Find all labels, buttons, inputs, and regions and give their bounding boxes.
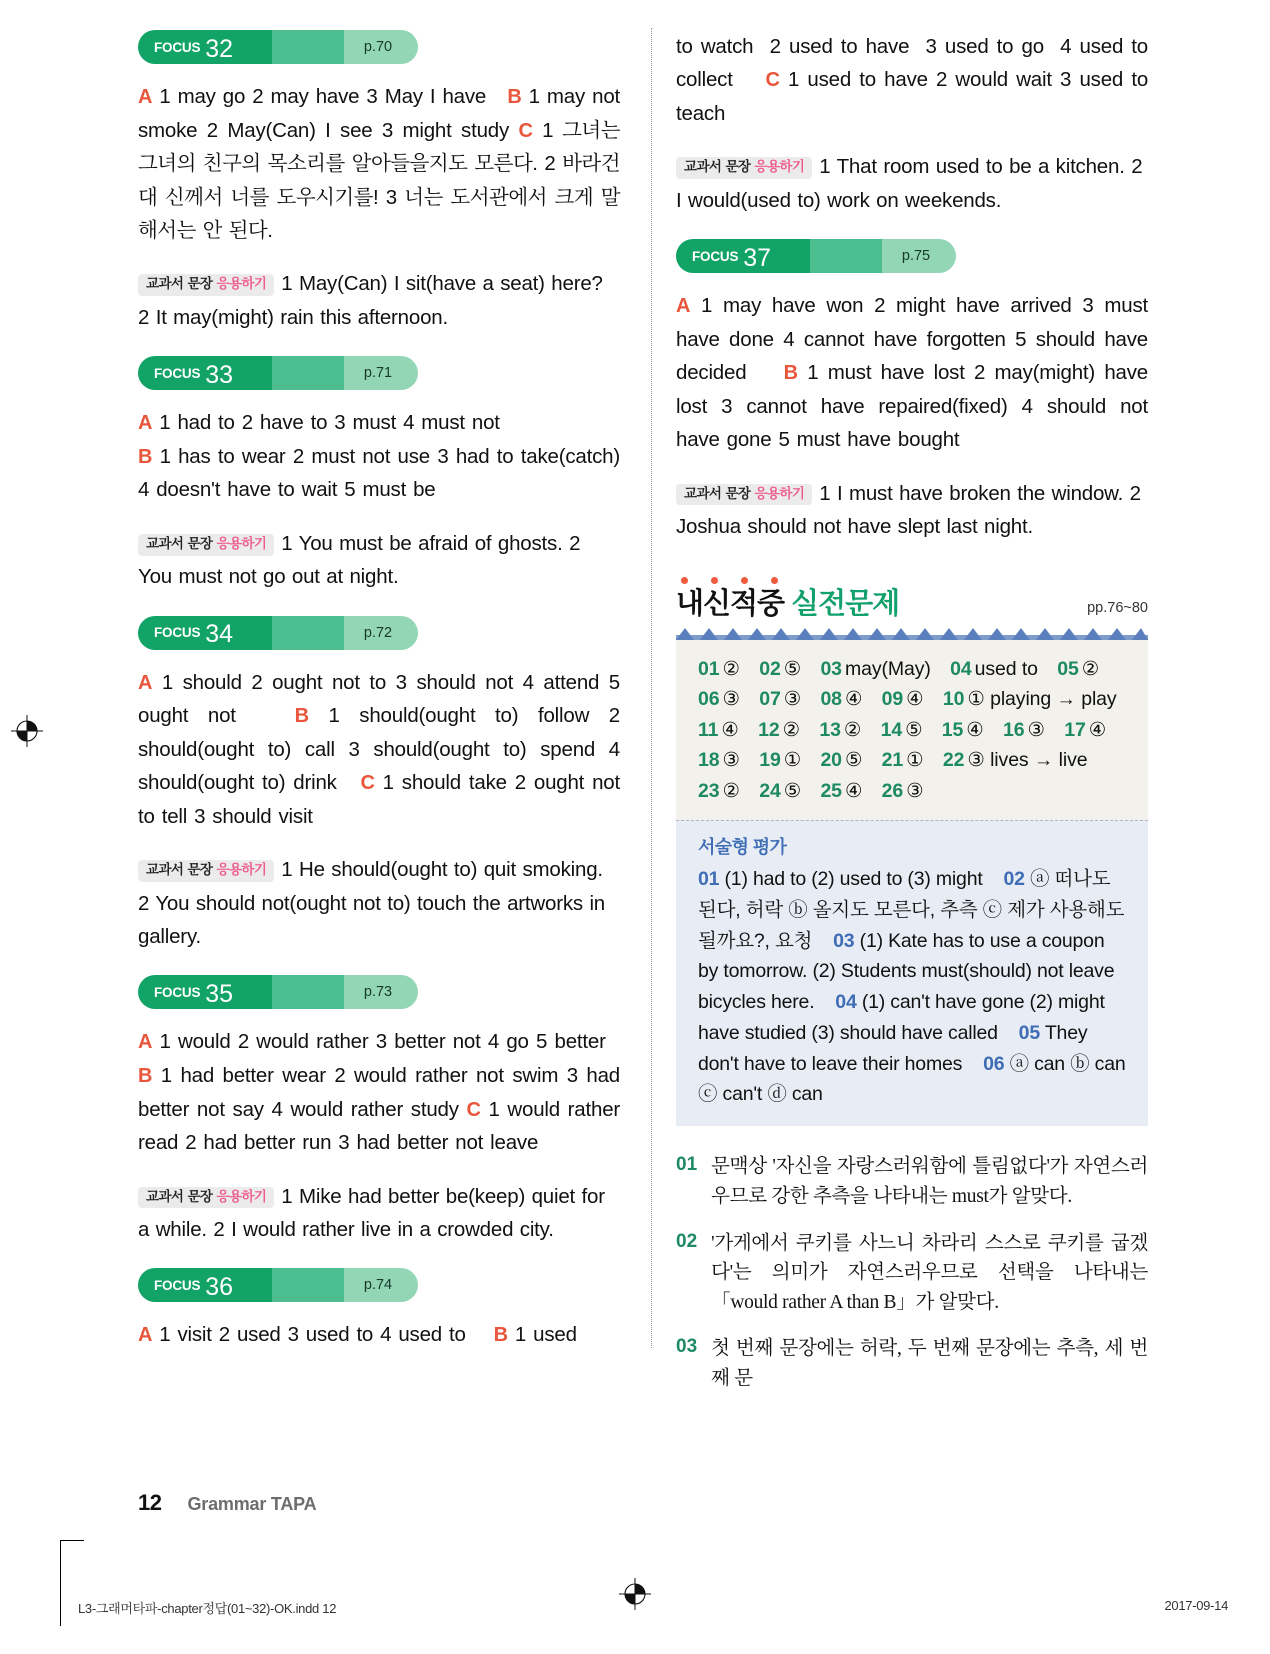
- textbook-sentences: [138, 527, 620, 594]
- answer-q: 08: [820, 688, 842, 711]
- textbook-items: 1 Mike had better be(keep) quiet for a while. 2 I would rather live in a crowded city.: [138, 1184, 605, 1242]
- answer-grid-row: [698, 776, 1128, 806]
- answer-q: 04: [950, 657, 972, 680]
- focus-bar-segment-mid: [272, 975, 344, 1009]
- answer-group-items-a: 1 should 2 ought not to 3 should not 4 attend 5 ought not: [138, 670, 620, 728]
- focus-number: 36: [205, 1272, 234, 1301]
- answer-q: 02: [759, 657, 781, 680]
- answer-group-label-b: B: [783, 362, 798, 385]
- answer-paragraph: [138, 80, 620, 247]
- print-date: 2017-09-14: [1164, 1598, 1228, 1613]
- answer-v: ②: [1081, 657, 1100, 680]
- essay-num: 02: [1003, 867, 1025, 890]
- focus-header-bar: [138, 356, 418, 390]
- textbook-tag-plain: 교과서 문장: [684, 159, 755, 175]
- exam-section-title: [676, 589, 899, 619]
- essay-text: (1) Kate has to use a coupon by tomorrow. (2) Students must(should) not leave bicycles here.: [698, 929, 1115, 1014]
- textbook-tag-plain: 교과서 문장: [146, 276, 217, 292]
- answer-v: ① playing → play: [967, 688, 1117, 711]
- dot-icon: [741, 577, 748, 584]
- answer-paragraph-continued: [676, 30, 1148, 130]
- answer-q: 14: [880, 718, 903, 741]
- focus-header-bar: [138, 975, 418, 1009]
- answer-group-label-a: A: [138, 671, 153, 694]
- answer-v: ⑤: [783, 657, 802, 680]
- answer-v: ④: [844, 688, 863, 711]
- page-number: 12: [138, 1490, 162, 1515]
- answer-group-items-b: 1 may not smoke 2 May(Can) I see 3 might study: [138, 85, 621, 142]
- focus-header-bar: [138, 30, 418, 64]
- textbook-sentences: [138, 853, 620, 953]
- focus-bar-segment-mid: [810, 239, 882, 273]
- focus-block-36: [138, 1268, 620, 1352]
- answer-group-items-a: 1 had to 2 have to 3 must 4 must not: [159, 411, 500, 435]
- focus-number: 35: [205, 979, 234, 1008]
- answer-grid-row: [698, 745, 1128, 775]
- textbook-tag-highlight: 응용하기: [754, 485, 805, 501]
- answer-q: 17: [1064, 718, 1086, 741]
- focus-bar-segment-light: [344, 1268, 418, 1302]
- focus-header-bar: [676, 239, 956, 273]
- focus-page-ref: p.75: [901, 248, 931, 265]
- essay-answers: [698, 864, 1128, 1110]
- textbook-items: 1 You must be afraid of ghosts. 2 You must not go out at night.: [138, 531, 581, 589]
- answer-group-items-c: 1 would rather read 2 had better run 3 had better not leave: [138, 1097, 621, 1155]
- focus-block-37: [676, 239, 1148, 543]
- answer-v: ③: [722, 749, 740, 772]
- focus-bar-segment-dark: [138, 30, 272, 64]
- focus-page-ref: p.74: [363, 1277, 393, 1294]
- essay-section-title: 서술형 평가: [698, 836, 787, 857]
- answer-v: may(May): [844, 657, 931, 680]
- answer-q: 24: [759, 779, 781, 802]
- answer-group-items-c: 1 should take 2 ought not to tell 3 should visit: [138, 771, 620, 828]
- left-column: [138, 30, 620, 1372]
- textbook-items: 1 That room used to be a kitchen. 2 I would(used to) work on weekends.: [676, 155, 1143, 212]
- focus-block-34: [138, 616, 620, 954]
- textbook-sentences: [138, 267, 620, 334]
- answer-group-items-b: 1 must have lost 2 may(might) have lost 3 cannot have repaired(fixed) 4 should not have gone 5 must have bought: [676, 361, 1149, 452]
- answer-group-label-a: A: [138, 1031, 153, 1054]
- focus-bar-segment-light: [344, 30, 418, 64]
- print-filename: L3-그래머타파-chapter정답(01~32)-OK.indd 12: [78, 1601, 337, 1616]
- answer-q: 05: [1057, 657, 1079, 680]
- answer-group-items-a: 1 may go 2 may have 3 May I have: [159, 85, 487, 108]
- essay-evaluation-box: [676, 820, 1148, 1126]
- column-divider: [651, 28, 652, 1348]
- focus-label: FOCUS: [154, 365, 201, 381]
- answer-v: ①: [783, 749, 802, 772]
- dot-icon: [711, 577, 718, 584]
- focus-label: FOCUS: [692, 248, 739, 264]
- answer-group-label-c: C: [360, 772, 375, 795]
- exam-section-title-row: [676, 589, 1148, 619]
- answer-group-label-a: A: [138, 86, 153, 108]
- focus-bar-segment-mid: [272, 356, 344, 390]
- answer-v: ③: [783, 688, 802, 711]
- textbook-tag: [138, 274, 274, 296]
- focus-header-bar: [138, 1268, 418, 1302]
- answer-q: 10: [942, 688, 965, 711]
- essay-num: 06: [983, 1052, 1005, 1075]
- dot-icon: [681, 577, 688, 584]
- focus-page-ref: p.72: [363, 624, 393, 641]
- answer-group-items-b-partial: 1 used: [514, 1323, 577, 1347]
- essay-text: ⓐ can ⓑ can ⓒ can't ⓓ can: [698, 1052, 1126, 1106]
- answer-v: ④: [721, 718, 739, 741]
- answer-group-label-b: B: [138, 1065, 153, 1088]
- answer-grid-row: [698, 654, 1128, 684]
- answer-group-label-a: A: [138, 412, 153, 435]
- answer-group-label-b: B: [294, 705, 309, 728]
- essay-text: They don't have to leave their homes: [698, 1021, 1088, 1075]
- focus-number: 32: [205, 34, 234, 63]
- explanation-item: [676, 1152, 1148, 1211]
- answer-q: 03: [820, 657, 842, 680]
- answer-group-items-b: 1 should(ought to) follow 2 should(ought to) call 3 should(ought to) spend 4 should(ought to) drink: [138, 704, 620, 795]
- focus-bar-segment-light: [344, 616, 418, 650]
- essay-text: (1) had to (2) used to (3) might: [724, 867, 983, 890]
- answer-v: ⑤: [905, 718, 923, 741]
- textbook-tag-plain: 교과서 문장: [146, 1188, 217, 1204]
- focus-bar-segment-mid: [272, 30, 344, 64]
- registration-mark-left: [10, 714, 44, 748]
- answer-group-label-b: B: [138, 445, 153, 468]
- focus-bar-segment-light: [344, 356, 418, 390]
- focus-label: FOCUS: [154, 1277, 201, 1293]
- answer-q: 01: [698, 657, 720, 680]
- essay-num: 01: [698, 867, 720, 890]
- focus-bar-segment-dark: [138, 356, 272, 390]
- textbook-tag-highlight: 응용하기: [754, 159, 805, 175]
- answer-group-items-a: 1 would 2 would rather 3 better not 4 go 5 better: [159, 1030, 606, 1054]
- answer-v: ③: [1027, 718, 1045, 741]
- essay-num: 03: [833, 929, 855, 952]
- exam-section: [676, 577, 1148, 1126]
- answer-q: 15: [941, 718, 964, 741]
- focus-block-32: [138, 30, 620, 334]
- answer-q: 21: [881, 749, 904, 772]
- textbook-tag: [676, 484, 812, 506]
- essay-num: 04: [835, 991, 857, 1014]
- answer-group-label-c: C: [466, 1098, 481, 1121]
- textbook-sentences: [676, 150, 1148, 217]
- answer-q: 23: [698, 779, 720, 802]
- focus-block-33: [138, 356, 620, 593]
- essay-num: 05: [1018, 1021, 1040, 1044]
- right-column: [676, 30, 1148, 1411]
- textbook-tag: [676, 157, 812, 179]
- textbook-tag-highlight: 응용하기: [216, 276, 267, 292]
- focus-bar-segment-dark: [138, 1268, 272, 1302]
- focus-bar-segment-dark: [138, 616, 272, 650]
- focus-label: FOCUS: [154, 984, 201, 1000]
- textbook-items: 1 He should(ought to) quit smoking. 2 You should not(ought not to) touch the artworks in gallery.: [138, 858, 605, 949]
- focus-label: FOCUS: [154, 39, 201, 55]
- focus-page-ref: p.73: [363, 984, 393, 1001]
- answer-q: 18: [698, 749, 720, 772]
- answer-group-items-b-rest: to watch 2 used to have 3 used to go 4 used to collect: [676, 35, 1148, 92]
- explanation-text: 문맥상 '자신을 자랑스러워함에 틀림없다'가 자연스러우므로 강한 추측을 나타내는 must가 알맞다.: [711, 1156, 1148, 1207]
- answer-q: 13: [819, 718, 841, 741]
- explanation-item: [676, 1334, 1148, 1393]
- focus-bar-segment-mid: [272, 1268, 344, 1302]
- page-footer: [138, 1490, 316, 1516]
- answer-v: ③: [906, 779, 924, 802]
- explanation-number: 02: [676, 1230, 698, 1252]
- exam-answer-grid: [676, 640, 1148, 820]
- explanation-number: 03: [676, 1336, 698, 1358]
- focus-number: 37: [743, 243, 772, 272]
- answer-group-items-b: 1 has to wear 2 must not use 3 had to take(catch) 4 doesn't have to wait 5 must be: [138, 444, 620, 502]
- textbook-tag: [138, 1187, 274, 1209]
- answer-group-label-b: B: [507, 86, 522, 108]
- textbook-tag: [138, 860, 274, 882]
- textbook-sentences: [676, 477, 1148, 544]
- answer-q: 09: [881, 688, 904, 711]
- exam-page-range: pp.76~80: [1087, 599, 1148, 616]
- answer-q: 20: [820, 749, 842, 772]
- answer-v: ②: [722, 657, 740, 680]
- answer-group-label-a: A: [676, 295, 691, 318]
- book-title: Grammar TAPA: [187, 1494, 317, 1514]
- focus-bar-segment-dark: [676, 239, 810, 273]
- answer-v: ②: [843, 718, 862, 741]
- answer-q: 06: [698, 688, 720, 711]
- answer-v: ②: [722, 779, 740, 802]
- answer-grid-row: [698, 684, 1128, 714]
- focus-header-bar: [138, 616, 418, 650]
- answer-v: ④: [1088, 718, 1107, 741]
- focus-number: 33: [205, 360, 234, 389]
- answer-group-label-a: A: [138, 1324, 153, 1347]
- focus-label: FOCUS: [154, 625, 201, 641]
- crop-mark-horizontal: [60, 1540, 84, 1541]
- focus-page-ref: p.70: [363, 39, 393, 55]
- essay-text: (1) can't have gone (2) might have studied (3) should have called: [698, 991, 1105, 1044]
- answer-paragraph: [676, 289, 1148, 456]
- focus-bar-segment-light: [344, 975, 418, 1009]
- answer-v: ⑤: [783, 779, 802, 802]
- answer-paragraph: [138, 406, 620, 507]
- answer-group-items-a: 1 visit 2 used 3 used to 4 used to: [159, 1323, 466, 1347]
- explanation-item: [676, 1229, 1148, 1318]
- answer-group-label-c: C: [765, 69, 780, 92]
- explanation-list: [676, 1152, 1148, 1393]
- focus-number: 34: [205, 620, 234, 649]
- answer-paragraph: [138, 666, 620, 834]
- answer-v: ④: [844, 779, 863, 802]
- answer-group-label-c: C: [518, 119, 533, 142]
- answer-v: ③ lives → live: [967, 749, 1088, 772]
- textbook-tag-plain: 교과서 문장: [684, 485, 755, 501]
- answer-group-items-b: 1 had better wear 2 would rather not swim 3 had better not say 4 would rather study: [138, 1064, 620, 1121]
- answer-v: used to: [974, 657, 1038, 680]
- answer-q: 12: [758, 718, 780, 741]
- answer-q: 16: [1003, 718, 1025, 741]
- answer-q: 25: [820, 779, 842, 802]
- answer-q: 07: [759, 688, 781, 711]
- answer-group-items-c: 1 used to have 2 would wait 3 used to teach: [676, 68, 1149, 125]
- explanation-number: 01: [676, 1154, 698, 1176]
- textbook-tag-plain: 교과서 문장: [146, 535, 217, 551]
- answer-v: ③: [722, 688, 740, 711]
- focus-page-ref: p.71: [363, 365, 393, 382]
- textbook-items: 1 I must have broken the window. 2 Joshua should not have slept last night.: [676, 481, 1141, 539]
- textbook-tag-highlight: 응용하기: [216, 1188, 267, 1204]
- answer-v: ④: [966, 718, 984, 741]
- answer-q: 11: [698, 718, 719, 741]
- textbook-tag-plain: 교과서 문장: [146, 862, 217, 878]
- answer-paragraph: [138, 1318, 620, 1352]
- textbook-sentences: [138, 1180, 620, 1247]
- answer-group-label-b: B: [493, 1324, 508, 1347]
- dot-icon: [771, 577, 778, 584]
- answer-v: ④: [906, 688, 924, 711]
- exam-title-green: 실전문제: [791, 588, 900, 621]
- registration-mark-bottom: [618, 1577, 652, 1611]
- explanation-text: '가게에서 쿠키를 사느니 차라리 스스로 쿠키를 굽겠다'는 의미가 자연스러우므로 선택을 나타내는 「would rather A than B」가 알맞다.: [711, 1232, 1148, 1313]
- answer-group-items-c: 1 그녀는 그녀의 친구의 목소리를 알아들을지도 모른다. 2 바라건대 신께서 너를 도우시기를! 3 너는 도서관에서 크게 말해서는 안 된다.: [138, 118, 621, 242]
- answer-v: ⑤: [844, 749, 863, 772]
- answer-q: 26: [881, 779, 904, 802]
- textbook-items: 1 May(Can) I sit(have a seat) here? 2 It may(might) rain this afternoon.: [138, 272, 603, 329]
- focus-bar-segment-light: [882, 239, 956, 273]
- answer-v: ①: [906, 749, 924, 772]
- exam-title-black: 내신적중: [676, 588, 785, 621]
- answer-grid-row: [698, 715, 1128, 745]
- answer-q: 22: [942, 749, 965, 772]
- explanation-text: 첫 번째 문장에는 허락, 두 번째 문장에는 추측, 세 번째 문: [711, 1338, 1148, 1390]
- decorative-dots: [681, 577, 1148, 584]
- sawtooth-border: [676, 628, 1148, 640]
- answer-paragraph: [138, 1025, 620, 1159]
- answer-q: 19: [759, 749, 781, 772]
- focus-block-35: [138, 975, 620, 1246]
- answer-group-items-a: 1 may have won 2 might have arrived 3 must have done 4 cannot have forgotten 5 should have decided: [676, 294, 1148, 385]
- focus-bar-segment-mid: [272, 616, 344, 650]
- focus-bar-segment-dark: [138, 975, 272, 1009]
- textbook-tag-highlight: 응용하기: [216, 862, 267, 878]
- answer-v: ②: [782, 718, 801, 741]
- crop-mark-vertical: [60, 1540, 61, 1626]
- exam-answer-box: [676, 628, 1148, 1126]
- textbook-tag: [138, 534, 274, 556]
- textbook-tag-highlight: 응용하기: [216, 535, 267, 551]
- essay-text: ⓐ 떠나도 된다, 허락 ⓑ 올지도 모른다, 추측 ⓒ 제가 사용해도 될까요?, 요청: [698, 867, 1125, 952]
